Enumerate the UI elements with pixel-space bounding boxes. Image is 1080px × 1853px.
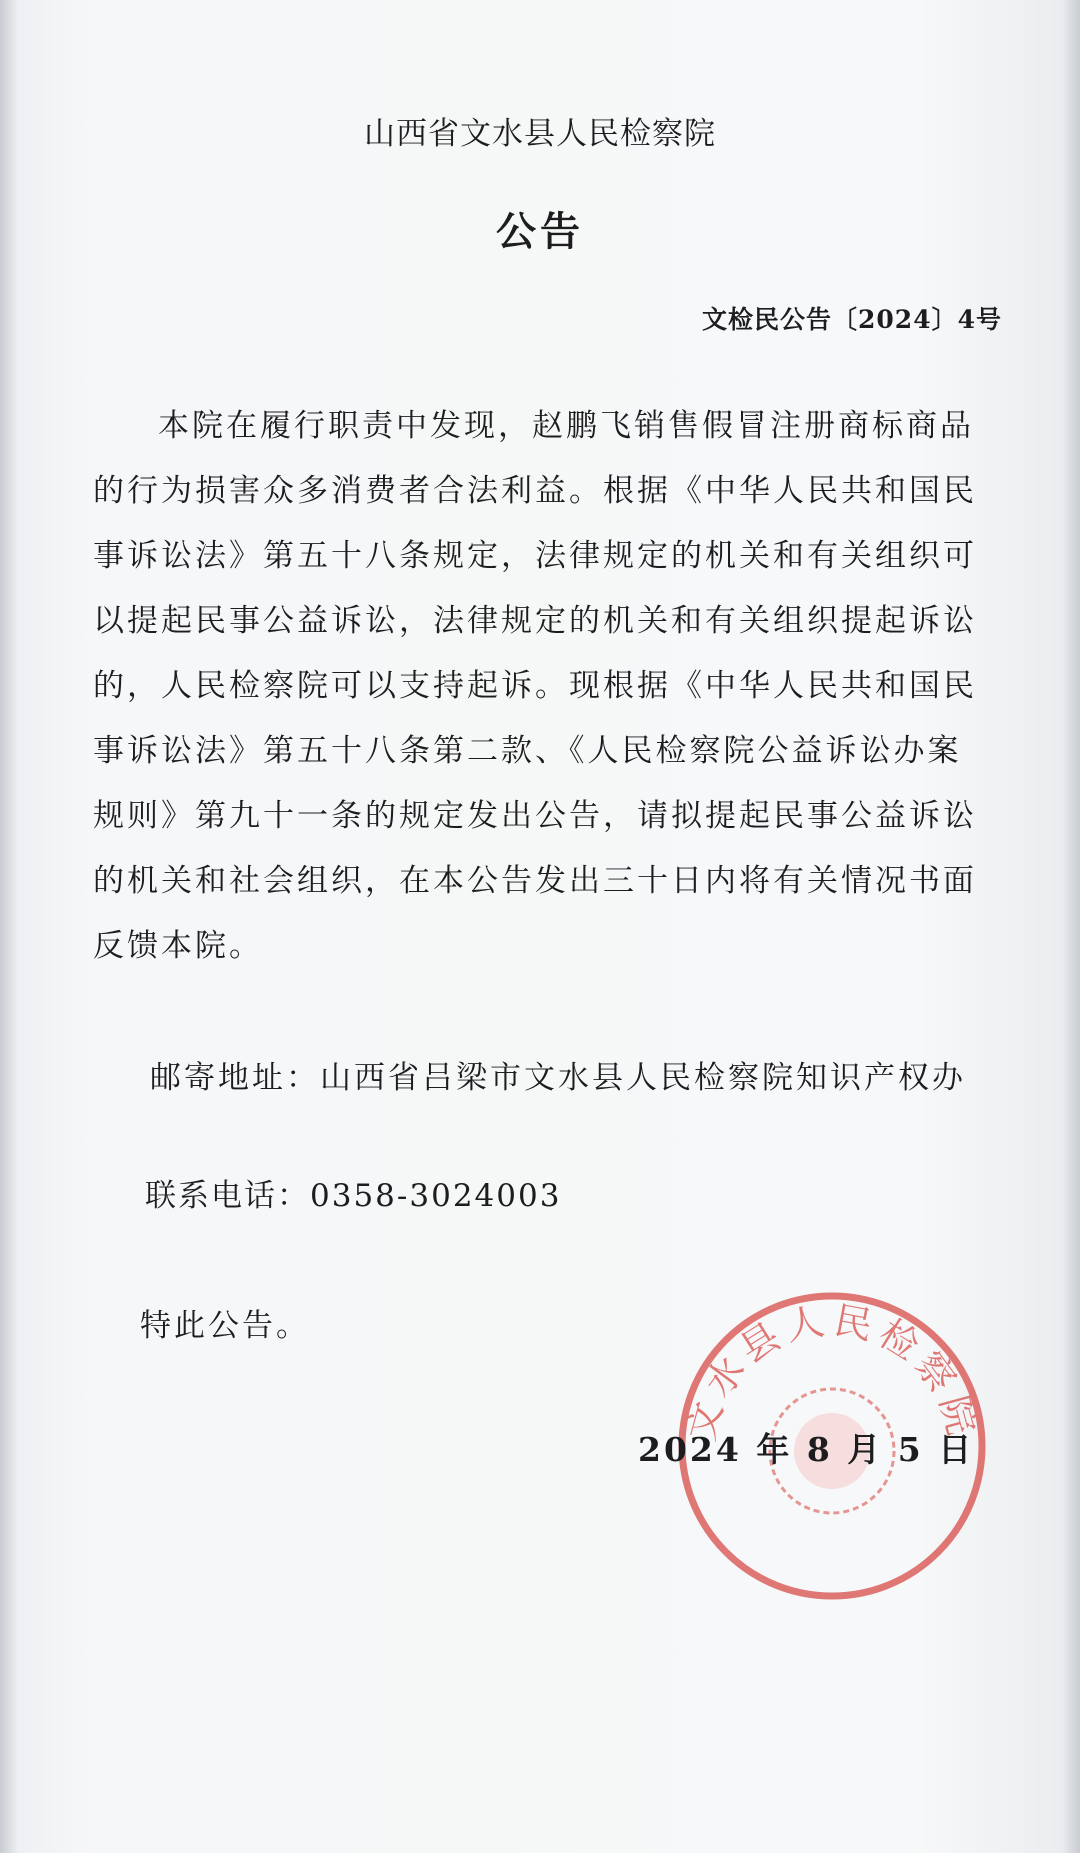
notice-title: 公告	[496, 209, 584, 255]
body-line: 的行为损害众多消费者合法利益。根据《中华人民共和国民	[93, 473, 977, 509]
notice-body	[93, 400, 1013, 1000]
body-line: 反馈本院。	[93, 928, 263, 964]
body-line: 事诉讼法》第五十八条第二款、《人民检察院公益诉讼办案	[93, 733, 962, 769]
body-line: 事诉讼法》第五十八条规定，法律规定的机关和有关组织可	[93, 538, 977, 574]
closing-remark: 特此公告。	[140, 1308, 310, 1344]
contact-phone: 联系电话：0358-3024003	[145, 1178, 562, 1214]
notice-date: 2024 年 8 月 5 日	[638, 1430, 975, 1469]
paper-edge-right	[1062, 0, 1080, 1853]
mailing-address: 邮寄地址：山西省吕梁市文水县人民检察院知识产权办	[150, 1060, 966, 1096]
paper-edge-left	[0, 0, 18, 1853]
organization-heading: 山西省文水县人民检察院	[364, 116, 716, 152]
seal-text: 文水县人民检察院	[678, 1297, 986, 1446]
body-line: 以提起民事公益诉讼，法律规定的机关和有关组织提起诉讼	[93, 603, 977, 639]
body-line: 的机关和社会组织，在本公告发出三十日内将有关情况书面	[93, 863, 977, 899]
body-line: 规则》第九十一条的规定发出公告，请拟提起民事公益诉讼	[93, 798, 977, 834]
body-line: 本院在履行职责中发现，赵鹏飞销售假冒注册商标商品	[158, 408, 974, 444]
document-number: 文检民公告〔2024〕4号	[702, 305, 1002, 334]
body-line: 的，人民检察院可以支持起诉。现根据《中华人民共和国民	[93, 668, 977, 704]
